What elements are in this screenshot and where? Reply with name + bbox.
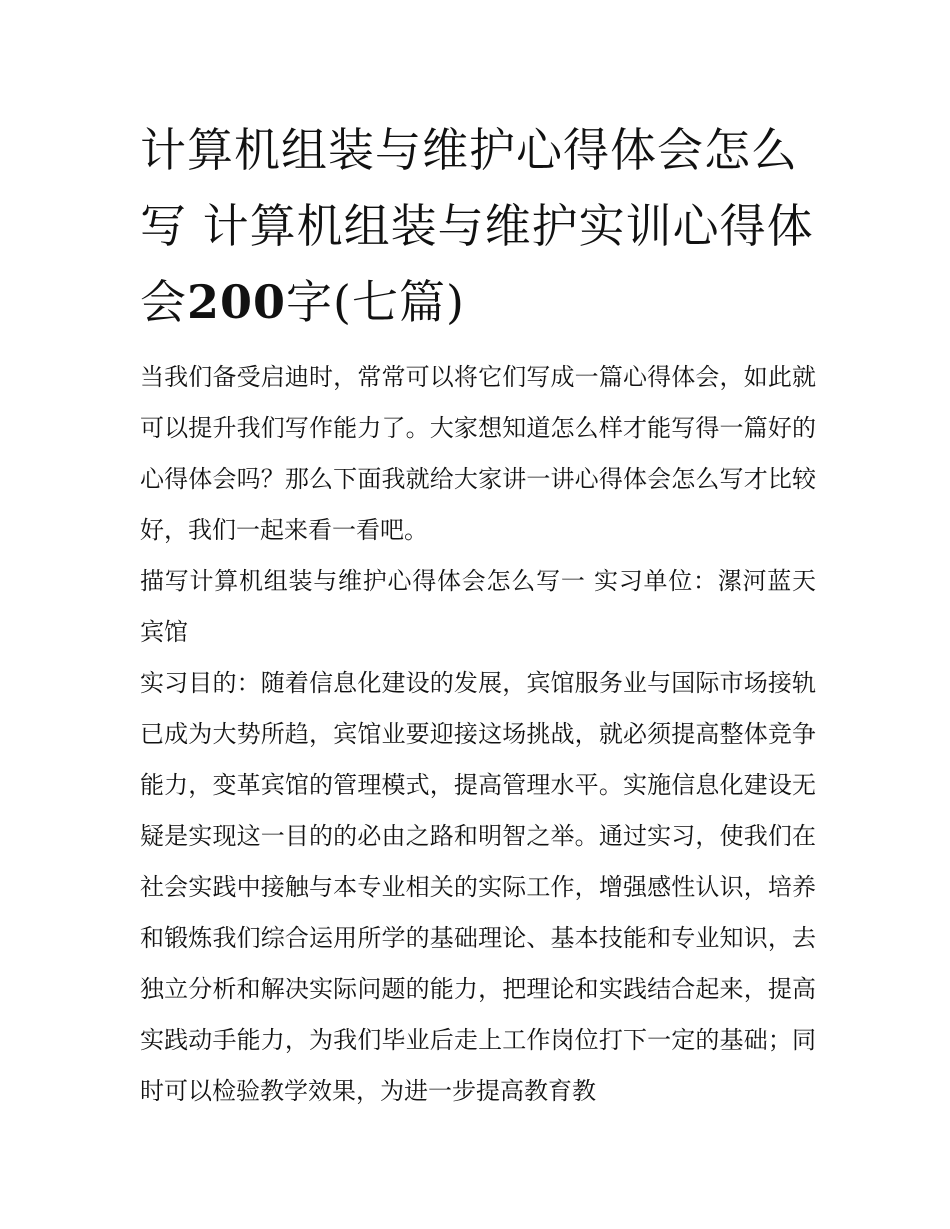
title-text-part2: 字(七篇) [286, 275, 465, 329]
title-number: 200 [187, 275, 287, 329]
document-body [140, 352, 816, 1117]
section-heading-paragraph: 描写计算机组装与维护心得体会怎么写一 实习单位：漯河蓝天宾馆 [140, 567, 816, 646]
intro-paragraph: 当我们备受启迪时，常常可以将它们写成一篇心得体会，如此就可以提升我们写作能力了。大家想知道怎么样才能写得一篇好的心得体会吗？那么下面我就给大家讲一讲心得体会怎么写才比较好，我们一起来看一看吧。 [140, 363, 816, 544]
title-text-part1: 计算机组装与维护心得体会怎么写 计算机组装与维护实训心得体会 [140, 123, 814, 329]
document-title [140, 112, 820, 340]
purpose-paragraph: 实习目的：随着信息化建设的发展，宾馆服务业与国际市场接轨已成为大势所趋，宾馆业要迎接这场挑战，就必须提高整体竞争能力，变革宾馆的管理模式，提高管理水平。实施信息化建设无疑是实现这一目的的必由之路和明智之举。通过实习，使我们在社会实践中接触与本专业相关的实际工作，增强感性认识，培养和锻炼我们综合运用所学的基础理论、基本技能和专业知识，去独立分析和解决实际问题的能力，把理论和实践结合起来，提高实践动手能力，为我们毕业后走上工作岗位打下一定的基础；同时可以检验教学效果，为进一步提高教育教 [140, 669, 816, 1105]
